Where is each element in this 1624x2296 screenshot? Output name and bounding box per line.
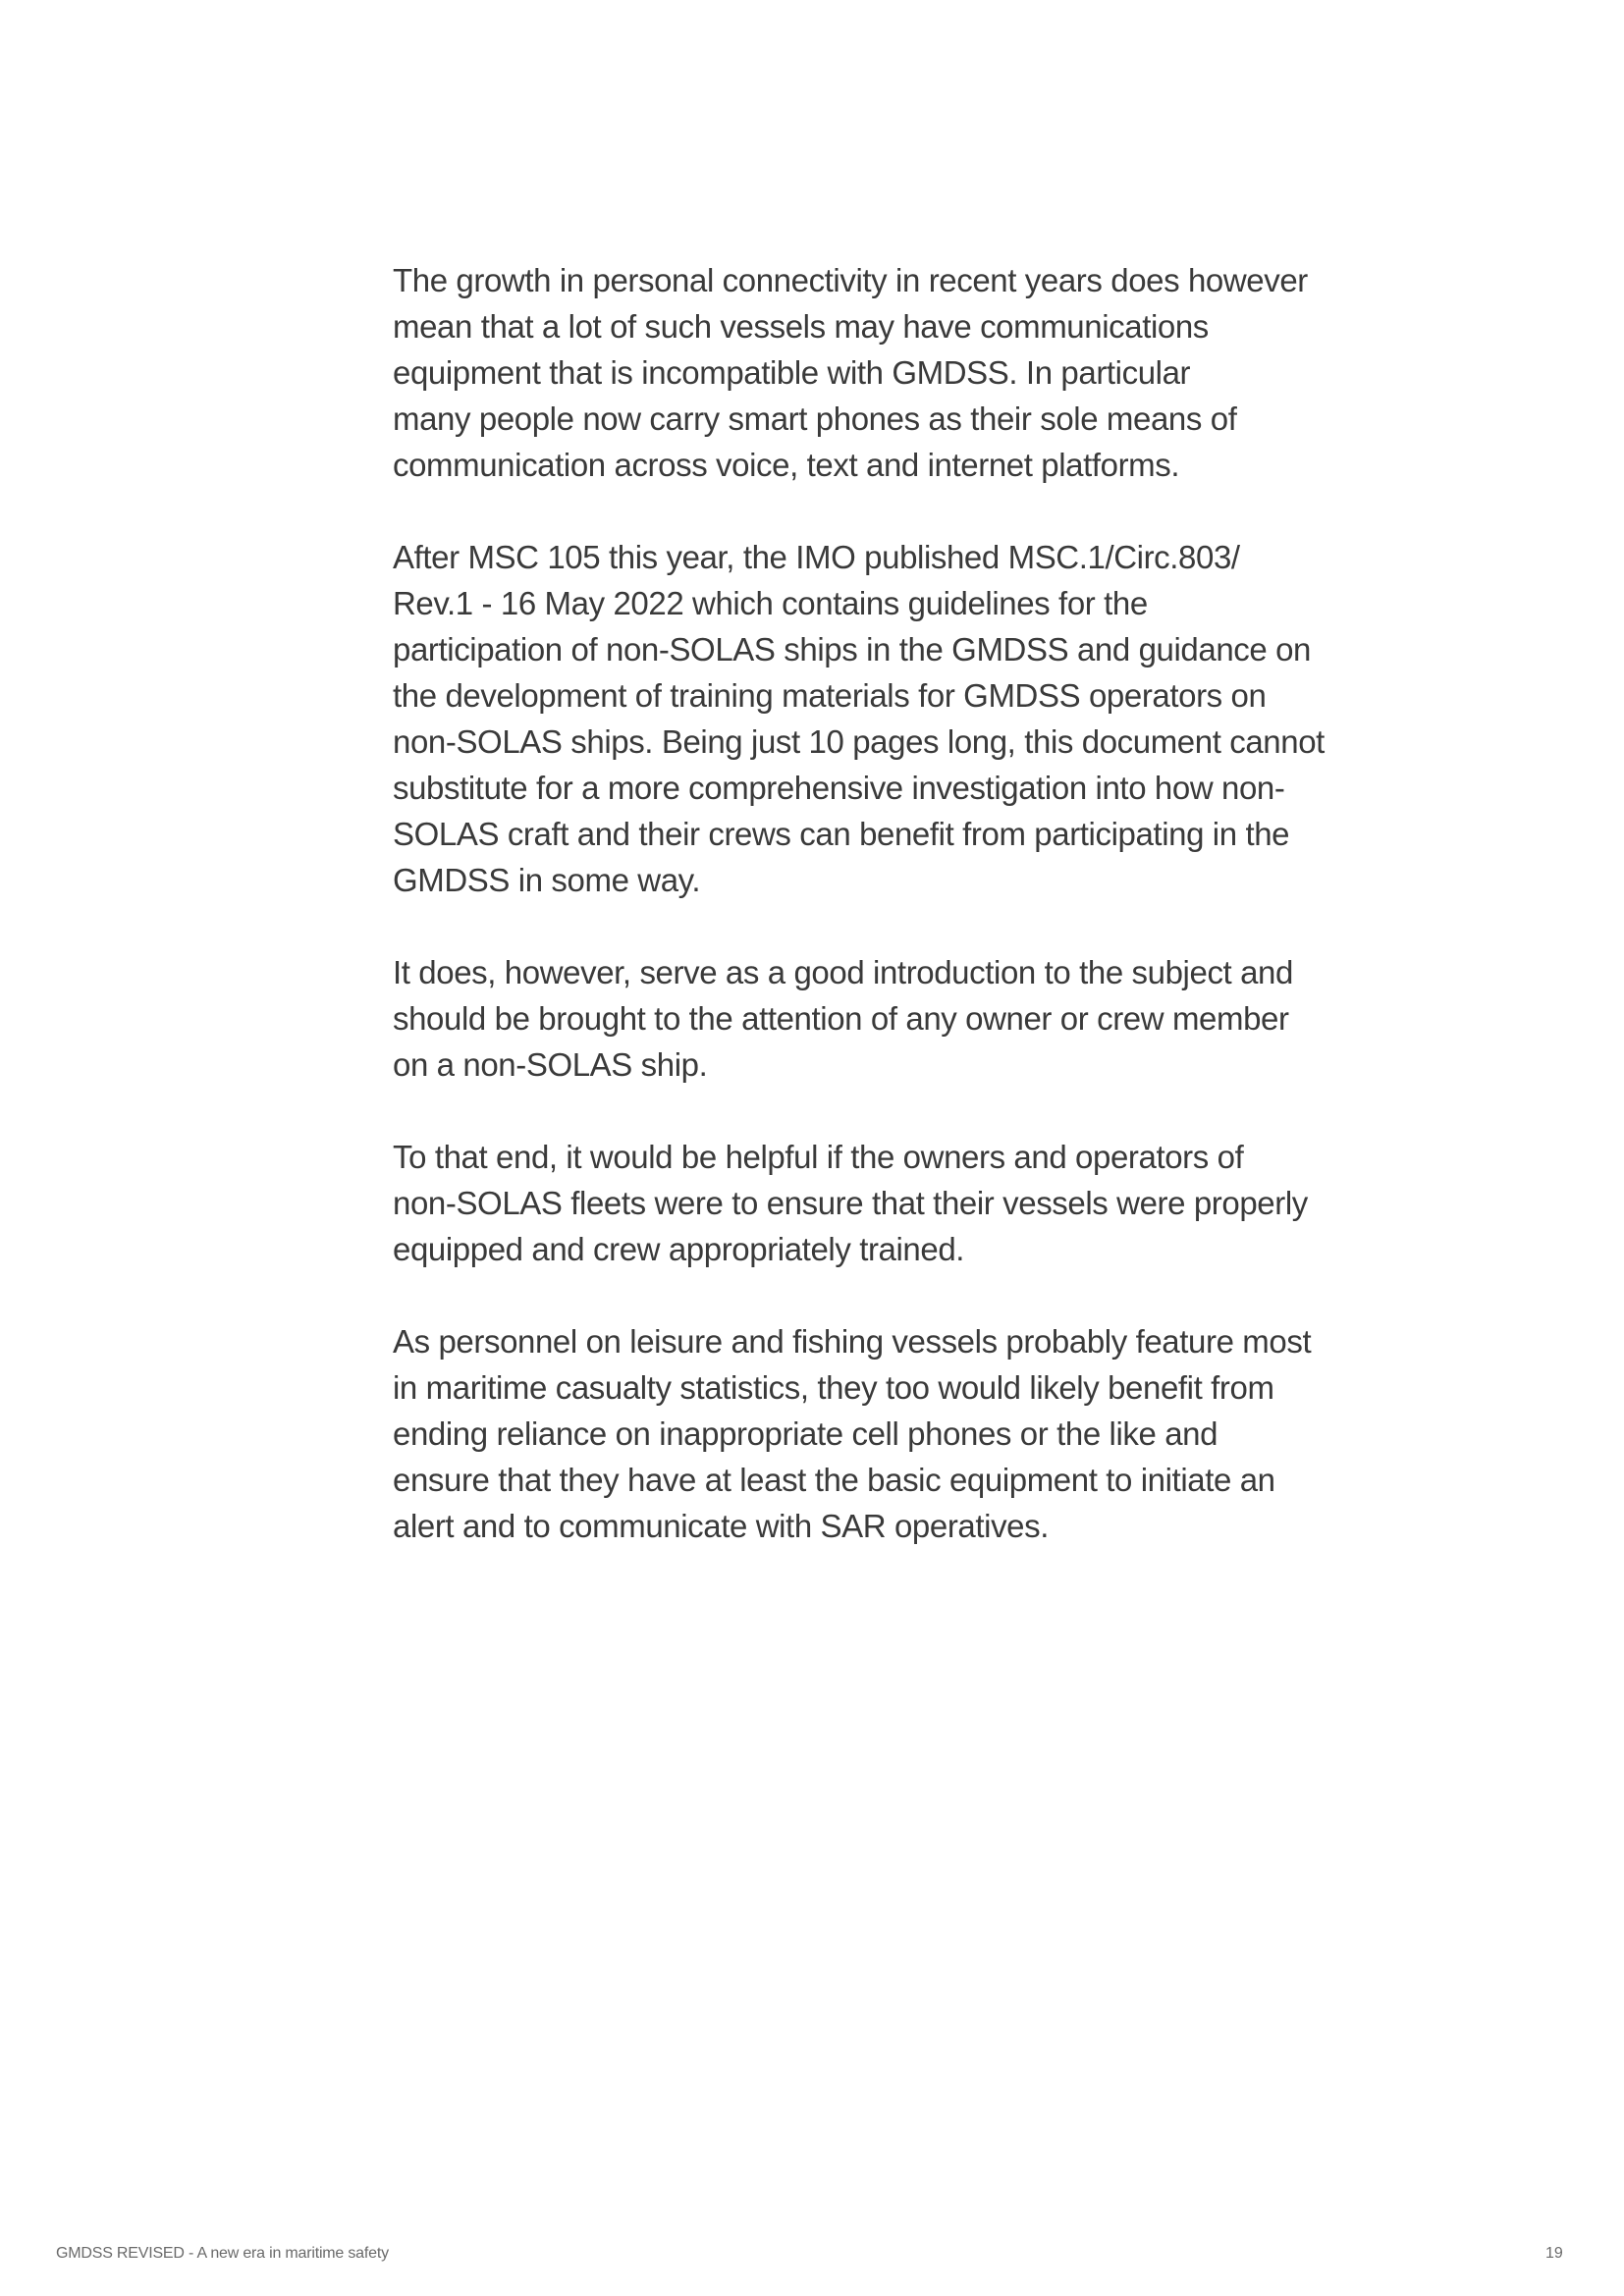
text-line: non-SOLAS fleets were to ensure that their vessels were properly	[393, 1185, 1308, 1221]
text-line: mean that a lot of such vessels may have communications	[393, 308, 1209, 345]
text-line: After MSC 105 this year, the IMO published MSC.1/Circ.803/	[393, 539, 1240, 575]
text-line: equipped and crew appropriately trained.	[393, 1231, 965, 1267]
paragraph-connectivity	[393, 257, 1473, 488]
text-line: To that end, it would be helpful if the owners and operators of	[393, 1139, 1244, 1175]
paragraph-introduction	[393, 949, 1473, 1088]
text-line: alert and to communicate with SAR operatives.	[393, 1508, 1049, 1544]
text-line: communication across voice, text and internet platforms.	[393, 447, 1180, 483]
text-line: GMDSS in some way.	[393, 862, 701, 898]
text-line: ending reliance on inappropriate cell phones or the like and	[393, 1415, 1218, 1452]
text-line: substitute for a more comprehensive investigation into how non-	[393, 770, 1285, 806]
text-line: ensure that they have at least the basic equipment to initiate an	[393, 1462, 1275, 1498]
text-line: As personnel on leisure and fishing vessels probably feature most	[393, 1323, 1312, 1360]
text-line: on a non-SOLAS ship.	[393, 1046, 708, 1083]
page-number: 19	[1545, 2245, 1563, 2262]
text-line: should be brought to the attention of any owner or crew member	[393, 1000, 1289, 1037]
paragraph-imo-circular	[393, 534, 1473, 903]
text-line: the development of training materials for GMDSS operators on	[393, 677, 1267, 714]
text-line: Rev.1 - 16 May 2022 which contains guidelines for the	[393, 585, 1148, 621]
text-line: The growth in personal connectivity in recent years does however	[393, 262, 1308, 298]
text-line: SOLAS craft and their crews can benefit from participating in the	[393, 816, 1290, 852]
text-line: participation of non-SOLAS ships in the GMDSS and guidance on	[393, 631, 1312, 667]
text-line: equipment that is incompatible with GMDSS. In particular	[393, 354, 1191, 391]
body-text	[393, 257, 1473, 1595]
text-line: in maritime casualty statistics, they too would likely benefit from	[393, 1369, 1274, 1406]
footer-document-title: GMDSS REVISED - A new era in maritime safety	[56, 2245, 389, 2262]
text-line: It does, however, serve as a good introduction to the subject and	[393, 954, 1293, 990]
text-line: many people now carry smart phones as their sole means of	[393, 400, 1237, 437]
paragraph-leisure-fishing	[393, 1318, 1473, 1549]
paragraph-owners-operators	[393, 1134, 1473, 1272]
text-line: non-SOLAS ships. Being just 10 pages long, this document cannot	[393, 723, 1325, 760]
